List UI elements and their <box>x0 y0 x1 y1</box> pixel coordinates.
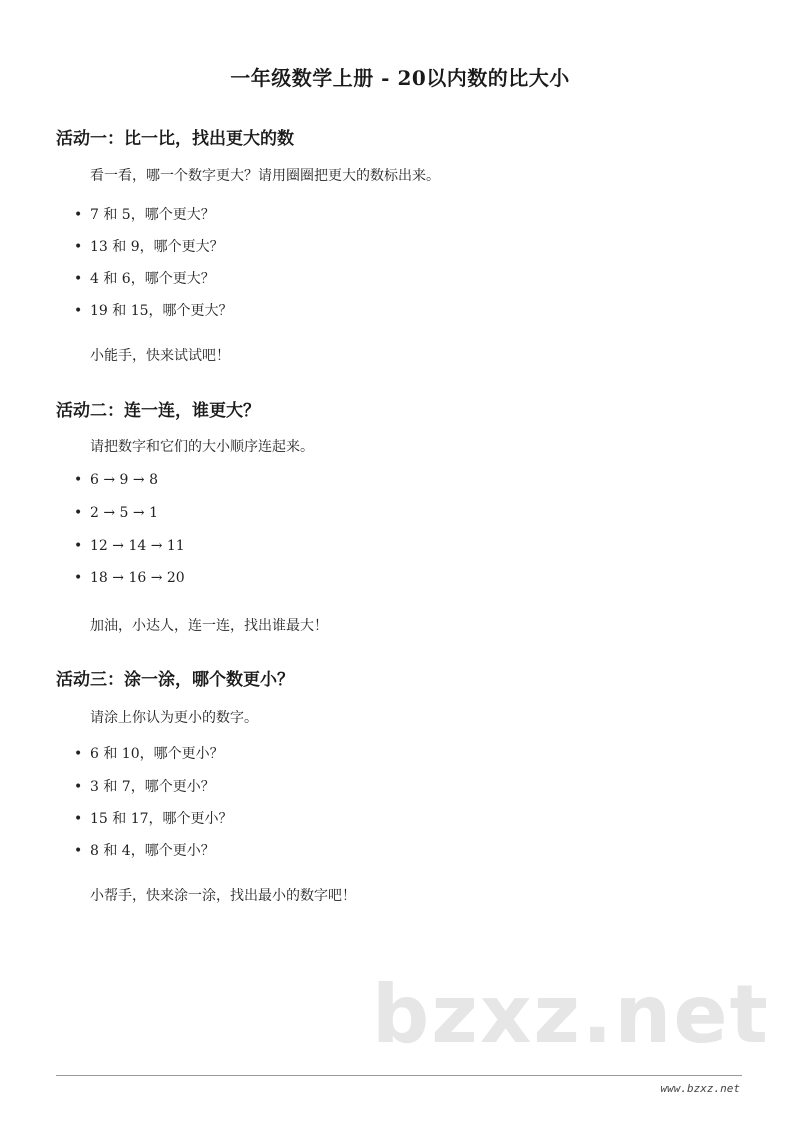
bullet: • <box>74 570 83 586</box>
bullet: • <box>74 271 83 287</box>
section-1-intro: 看一看，哪一个数字更大？请用圈圈把更大的数标出来。 <box>90 168 440 184</box>
list-item <box>74 570 185 586</box>
bullet: • <box>74 779 83 795</box>
section-2-outro: 加油，小达人，连一连，找出谁最大！ <box>90 618 328 634</box>
footer-url: www.bzxz.net <box>660 1082 740 1095</box>
bullet: • <box>74 472 83 488</box>
section-3-heading: 活动三：涂一涂，哪个数更小？ <box>56 670 294 690</box>
list-item-text: 18 → 16 → 20 <box>90 570 185 586</box>
bullet: • <box>74 746 83 762</box>
bullet: • <box>74 239 83 255</box>
section-1-heading: 活动一：比一比，找出更大的数 <box>56 129 294 149</box>
list-item <box>74 472 158 488</box>
list-item <box>74 808 233 828</box>
list-item <box>74 505 158 521</box>
list-item-text: 3 和 7，哪个更小？ <box>90 779 215 795</box>
list-item-text: 13 和 9，哪个更大？ <box>90 239 224 255</box>
list-item <box>74 268 215 288</box>
section-1-outro: 小能手，快来试试吧！ <box>90 348 230 364</box>
list-item <box>74 743 224 763</box>
list-item-text: 8 和 4，哪个更小？ <box>90 843 215 859</box>
bullet: • <box>74 505 83 521</box>
section-3-intro: 请涂上你认为更小的数字。 <box>90 710 258 726</box>
page-title: 一年级数学上册 - 20以内数的比大小 <box>230 66 570 90</box>
list-item <box>74 840 215 860</box>
list-item <box>74 300 233 320</box>
list-item-text: 19 和 15，哪个更大？ <box>90 303 233 319</box>
section-2-intro: 请把数字和它们的大小顺序连起来。 <box>90 439 314 455</box>
list-item-text: 2 → 5 → 1 <box>90 505 158 521</box>
section-2-heading: 活动二：连一连，谁更大？ <box>56 401 260 421</box>
list-item-text: 7 和 5，哪个更大？ <box>90 207 215 223</box>
bullet: • <box>74 538 83 554</box>
list-item-text: 12 → 14 → 11 <box>90 538 185 554</box>
list-item-text: 4 和 6，哪个更大？ <box>90 271 215 287</box>
list-item-text: 6 → 9 → 8 <box>90 472 158 488</box>
bullet: • <box>74 811 83 827</box>
bullet: • <box>74 843 83 859</box>
list-item <box>74 538 185 554</box>
bullet: • <box>74 207 83 223</box>
footer-divider <box>56 1075 742 1076</box>
bullet: • <box>74 303 83 319</box>
list-item <box>74 204 215 224</box>
watermark: bzxz.net <box>372 968 770 1061</box>
list-item-text: 15 和 17，哪个更小？ <box>90 811 233 827</box>
section-3-outro: 小帮手，快来涂一涂，找出最小的数字吧！ <box>90 888 356 904</box>
list-item <box>74 236 224 256</box>
list-item-text: 6 和 10，哪个更小？ <box>90 746 224 762</box>
list-item <box>74 776 215 796</box>
